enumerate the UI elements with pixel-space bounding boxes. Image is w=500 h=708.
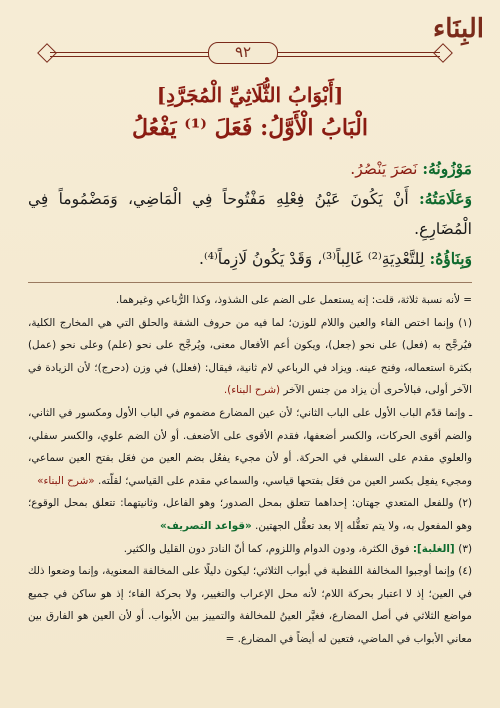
chapter-title: الْبَابُ الْأَوَّلُ: فَعَلَ ⁽¹⁾ يَفْعُلُ <box>132 115 368 141</box>
page-content <box>28 80 472 651</box>
pattern-value: نَصَرَ يَنْصُرُ. <box>350 160 423 178</box>
ornament-diamond-icon <box>433 43 453 63</box>
footnote-continuation: = لأنه نسبة ثلاثة، قلت: إنه يستعمل على الضم على الشذوذ، وكذا الرُّباعي وغيرهما. <box>115 294 472 306</box>
footnotes <box>28 289 472 651</box>
footnote-1-cont <box>28 402 472 492</box>
footnote-text: فوق الكثرة، ودون الدوام واللزوم، كما أنّ النادرَ دون القليل والكثير. <box>123 542 413 555</box>
footnote-divider <box>28 282 472 283</box>
structure-label: وَبِنَاؤُهُ: <box>429 249 472 268</box>
footnote-number: (٣) <box>458 542 472 555</box>
footnote-source: «شرح البناء» <box>37 474 95 487</box>
section-title: [أَبْوَابُ الثُّلَاثِيِّ الْمُجَرَّدِ] <box>156 83 344 107</box>
footnote-text: وللفعل المتعدي جهتان: إحداهما تتعلق بمحل الصدور؛ وهو الفاعل، وثانيتهما: تتعلق بمحل الوقوع؛ وهو المفعول به، ولا يتم تعقُّله إلا بعد تعقُّل الجهتين. <box>28 497 472 532</box>
main-line-sign <box>28 184 472 244</box>
footnote-text: وإنما أوجبوا المخالفة اللفظية في أبواب الثلاثي؛ ليكون دليلًا على المخالفة المعنوية، وإنما وضعوا ذلك في العين؛ إذ لا اعتبار بحركة اللام؛ لأنه محل الإعراب والتغيير، ولا بحركة الفاء؛ إذ هو ساكن في جميع مواضع الثلاثي في أصل المضارع، فغيَّر العينُ للمخالفة والتمييز بين الأبواب. أو لأن العين هو الفارق بين معاني الأبواب في الماضي، فتعين له أيضاً في المضارع. = <box>28 565 472 645</box>
page-number-bar <box>40 42 450 64</box>
footnote-number: (١) <box>458 316 472 329</box>
footnote-number: (٤) <box>458 565 472 578</box>
footnote-3 <box>28 538 472 561</box>
sign-label: وَعَلَامَتُهُ: <box>419 189 472 208</box>
sign-value: أَنْ يَكُونَ عَيْنُ فِعْلِهِ مَفْتُوحاً فِي الْمَاضِي، وَمَضْمُوماً فِي الْمُضَارِعِ. <box>28 190 472 238</box>
pattern-label: مَوْزُونُهُ: <box>422 159 472 178</box>
main-line-structure <box>28 244 472 274</box>
footnote-4 <box>28 560 472 650</box>
structure-value: لِلتَّعْدِيَةِ⁽²⁾ غَالِباً⁽³⁾، وَقَدْ يَكُونُ لَازِماً⁽⁴⁾. <box>199 250 430 268</box>
footnote-term: [الغلبة]: <box>412 542 459 555</box>
footnote-text: ـ وإنما قدّم الباب الأول على الباب الثاني؛ لأن عين المضارع مضموم في الباب الأول ومكسور في الثاني، والضم أقوى الحركات، والكسر أضعفها، فقدم الأقوى على الأضعف. أو لأن الضم علوي، والكسر سفلي، والعلوي مقدم على السفلي في الحركة. أو لأن مجيء يفعُل بضم العين من فعَل بفتح العين سماعي، ومجيء يفعِل بكسر العين من فعَل بفتحها قياسي، والسماعي مقدم على القياسي؛ لقلّته. <box>28 406 472 487</box>
footnote-1 <box>28 312 472 402</box>
main-line-pattern <box>28 154 472 184</box>
footnote-text: وإنما اختص الفاء والعين واللام للوزن؛ لما فيه من حروف الشفة والحلق التي هي المخارج الكلية، فيُرجَّح به (فعل) على نحو (جعل)، ويكون أعم الأفعال معنى، ويُرجَّح على نحو (علم) وعلى نحو (عمل) بكثرة استعماله، وفتح عينه. ويزاد في الرباعي لام ثانية، فيقال: (فعلل) في وزن (دحرج)؛ لأن الزيادة في الآخر أولى، فبالأحرى أن يزاد من جنس الآخر <box>28 316 472 397</box>
footnote-2 <box>28 492 472 537</box>
book-title: البِنَاء <box>433 14 484 44</box>
ornament-diamond-icon <box>37 43 57 63</box>
footnote-source: (شرح البناء). <box>223 384 281 397</box>
footnote-source: «قواعد التصريف» <box>160 519 252 532</box>
page-number: ٩٢ <box>208 42 278 64</box>
footnote-number: (٢) <box>458 497 472 510</box>
